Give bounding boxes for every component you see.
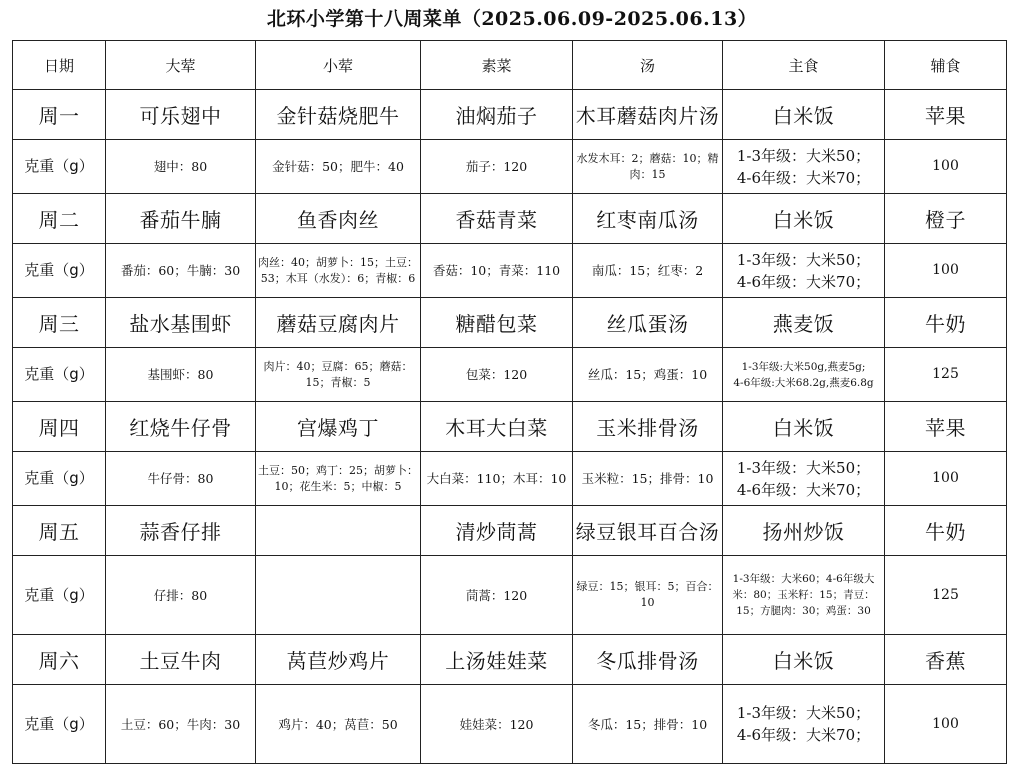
staple-weight-line: 4-6年级：大米70； <box>736 726 871 744</box>
weight-text: 肉片：40；豆腐：65；蘑菇：15；青椒：5 <box>263 359 413 389</box>
header-staple: 主食 <box>723 41 885 90</box>
dish-soup: 冬瓜排骨汤 <box>573 635 723 685</box>
header-side-meat: 小荤 <box>256 41 421 90</box>
dish-staple: 白米饭 <box>723 194 885 244</box>
day-weight-row <box>13 140 1007 194</box>
weight-text: 娃娃菜：120 <box>459 716 534 732</box>
weight-main-meat <box>106 244 256 298</box>
header-main-meat: 大荤 <box>106 41 256 90</box>
dish-staple: 扬州炒饭 <box>723 506 885 556</box>
weight-label: 克重（g） <box>13 348 106 402</box>
header-soup: 汤 <box>573 41 723 90</box>
weight-label: 克重（g） <box>13 685 106 764</box>
day-cell: 周四 <box>13 402 106 452</box>
day-dish-row <box>13 90 1007 140</box>
dish-main-meat: 蒜香仔排 <box>106 506 256 556</box>
header-row <box>13 41 1007 90</box>
weight-supplement <box>885 452 1007 506</box>
weight-soup <box>573 348 723 402</box>
weight-vegetable <box>421 452 573 506</box>
day-cell: 周五 <box>13 506 106 556</box>
menu-title: 北环小学第十八周菜单（2025.06.09-2025.06.13） <box>266 8 758 30</box>
dish-main-meat: 可乐翅中 <box>106 90 256 140</box>
weight-text: 100 <box>932 470 959 486</box>
weight-text: 牛仔骨：80 <box>147 471 214 486</box>
dish-staple: 燕麦饭 <box>723 298 885 348</box>
dish-soup: 玉米排骨汤 <box>573 402 723 452</box>
header-vegetable: 素菜 <box>421 41 573 90</box>
dish-staple: 白米饭 <box>723 90 885 140</box>
weight-staple <box>723 244 885 298</box>
dish-supplement: 苹果 <box>885 90 1007 140</box>
staple-weight-line: 1-3年级：大米50； <box>736 250 871 269</box>
dish-supplement: 香蕉 <box>885 635 1007 685</box>
weight-text: 翅中：80 <box>153 159 208 174</box>
weight-supplement <box>885 244 1007 298</box>
day-weight-row <box>13 452 1007 506</box>
weight-text: 100 <box>932 262 959 278</box>
weight-vegetable <box>421 556 573 635</box>
day-cell: 周二 <box>13 194 106 244</box>
weight-text: 125 <box>932 366 959 382</box>
weight-text: 基围虾：80 <box>147 367 214 382</box>
weight-staple <box>723 140 885 194</box>
dish-side-meat <box>256 506 421 556</box>
weight-soup <box>573 556 723 635</box>
dish-main-meat: 红烧牛仔骨 <box>106 402 256 452</box>
weight-text: 100 <box>932 715 959 732</box>
weight-side-meat <box>256 452 421 506</box>
weight-label: 克重（g） <box>13 244 106 298</box>
dish-supplement: 牛奶 <box>885 298 1007 348</box>
staple-weight-line: 1-3年级:大米50g,燕麦5g; <box>741 360 866 373</box>
weight-staple <box>723 452 885 506</box>
dish-vegetable: 油焖茄子 <box>421 90 573 140</box>
staple-weight-line: 4-6年级：大米70； <box>736 272 871 291</box>
dish-staple: 白米饭 <box>723 635 885 685</box>
weight-side-meat <box>256 556 421 635</box>
weight-side-meat <box>256 685 421 764</box>
staple-weight-line: 1-3年级：大米50； <box>736 146 871 165</box>
weight-text: 水发木耳：2；蘑菇：10；精肉：15 <box>576 151 719 181</box>
weight-text: 包菜：120 <box>465 367 528 382</box>
day-weight-row <box>13 685 1007 764</box>
weight-vegetable <box>421 244 573 298</box>
dish-supplement: 橙子 <box>885 194 1007 244</box>
weight-text: 肉丝：40；胡萝卜：15；土豆：53；木耳（水发）：6；青椒：6 <box>258 255 418 285</box>
day-dish-row <box>13 506 1007 556</box>
dish-side-meat: 莴苣炒鸡片 <box>256 635 421 685</box>
staple-weight-line: 1-3年级：大米50； <box>736 704 871 722</box>
day-dish-row <box>13 635 1007 685</box>
day-cell: 周三 <box>13 298 106 348</box>
weight-text: 南瓜：15；红枣：2 <box>591 263 704 278</box>
weight-side-meat <box>256 244 421 298</box>
dish-side-meat: 蘑菇豆腐肉片 <box>256 298 421 348</box>
weight-text: 仔排：80 <box>153 587 208 603</box>
dish-vegetable: 香菇青菜 <box>421 194 573 244</box>
day-dish-row <box>13 298 1007 348</box>
dish-supplement: 苹果 <box>885 402 1007 452</box>
weight-label: 克重（g） <box>13 556 106 635</box>
weight-vegetable <box>421 348 573 402</box>
weight-vegetable <box>421 140 573 194</box>
weight-text: 茄子：120 <box>465 159 528 174</box>
header-date: 日期 <box>13 41 106 90</box>
staple-weight-line: 4-6年级：大米70； <box>736 480 871 499</box>
weight-text: 鸡片：40；莴苣：50 <box>278 716 398 732</box>
dish-vegetable: 上汤娃娃菜 <box>421 635 573 685</box>
weight-text: 冬瓜：15；排骨：10 <box>587 716 708 732</box>
weight-text: 金针菇：50；肥牛：40 <box>272 159 404 174</box>
weight-label: 克重（g） <box>13 452 106 506</box>
weight-text: 100 <box>932 158 959 174</box>
weight-main-meat <box>106 140 256 194</box>
weight-text: 土豆：60；牛肉：30 <box>120 716 241 732</box>
staple-weight-line: 4-6年级：大米70； <box>736 168 871 187</box>
weight-text: 绿豆：15；银耳：5；百合：10 <box>576 580 719 609</box>
dish-staple: 白米饭 <box>723 402 885 452</box>
day-dish-row <box>13 402 1007 452</box>
weight-soup <box>573 685 723 764</box>
weight-side-meat <box>256 140 421 194</box>
dish-soup: 木耳蘑菇肉片汤 <box>573 90 723 140</box>
weight-supplement <box>885 556 1007 635</box>
weight-staple <box>723 556 885 635</box>
day-weight-row <box>13 556 1007 635</box>
staple-weight-line: 1-3年级：大米50； <box>736 458 871 477</box>
weight-staple <box>723 685 885 764</box>
weight-vegetable <box>421 685 573 764</box>
weight-soup <box>573 452 723 506</box>
dish-main-meat: 盐水基围虾 <box>106 298 256 348</box>
weight-label: 克重（g） <box>13 140 106 194</box>
weight-text: 番茄：60；牛腩：30 <box>120 263 241 278</box>
weight-side-meat <box>256 348 421 402</box>
staple-weight-line: 4-6年级:大米68.2g,燕麦6.8g <box>733 376 874 389</box>
weight-text: 丝瓜：15；鸡蛋：10 <box>587 367 708 382</box>
weight-main-meat <box>106 685 256 764</box>
day-cell: 周一 <box>13 90 106 140</box>
weight-supplement <box>885 685 1007 764</box>
dish-main-meat: 土豆牛肉 <box>106 635 256 685</box>
staple-weight-line: 1-3年级：大米60；4-6年级大米：80；玉米籽：15；青豆：15；方腿肉：30；鸡蛋：30 <box>732 573 875 617</box>
dish-soup: 绿豆银耳百合汤 <box>573 506 723 556</box>
dish-side-meat: 宫爆鸡丁 <box>256 402 421 452</box>
weight-text: 香菇：10；青菜：110 <box>432 263 561 278</box>
dish-soup: 丝瓜蛋汤 <box>573 298 723 348</box>
day-cell: 周六 <box>13 635 106 685</box>
day-weight-row <box>13 348 1007 402</box>
weight-text: 125 <box>932 586 959 603</box>
weight-main-meat <box>106 452 256 506</box>
dish-side-meat: 金针菇烧肥牛 <box>256 90 421 140</box>
dish-soup: 红枣南瓜汤 <box>573 194 723 244</box>
weight-main-meat <box>106 556 256 635</box>
weight-supplement <box>885 140 1007 194</box>
weight-soup <box>573 244 723 298</box>
weight-staple <box>723 348 885 402</box>
weight-text: 大白菜：110；木耳：10 <box>426 471 567 486</box>
dish-vegetable: 清炒茼蒿 <box>421 506 573 556</box>
dish-vegetable: 木耳大白菜 <box>421 402 573 452</box>
weight-text: 玉米粒：15；排骨：10 <box>581 471 714 486</box>
day-weight-row <box>13 244 1007 298</box>
day-dish-row <box>13 194 1007 244</box>
weight-soup <box>573 140 723 194</box>
weight-text: 土豆：50；鸡丁：25；胡萝卜：10；花生米：5；中椒：5 <box>258 463 418 493</box>
weight-main-meat <box>106 348 256 402</box>
dish-vegetable: 糖醋包菜 <box>421 298 573 348</box>
dish-supplement: 牛奶 <box>885 506 1007 556</box>
weight-text: 茼蒿：120 <box>465 587 528 603</box>
dish-main-meat: 番茄牛腩 <box>106 194 256 244</box>
weight-supplement <box>885 348 1007 402</box>
header-supplement: 辅食 <box>885 41 1007 90</box>
weekly-menu-table <box>12 40 1007 764</box>
dish-side-meat: 鱼香肉丝 <box>256 194 421 244</box>
